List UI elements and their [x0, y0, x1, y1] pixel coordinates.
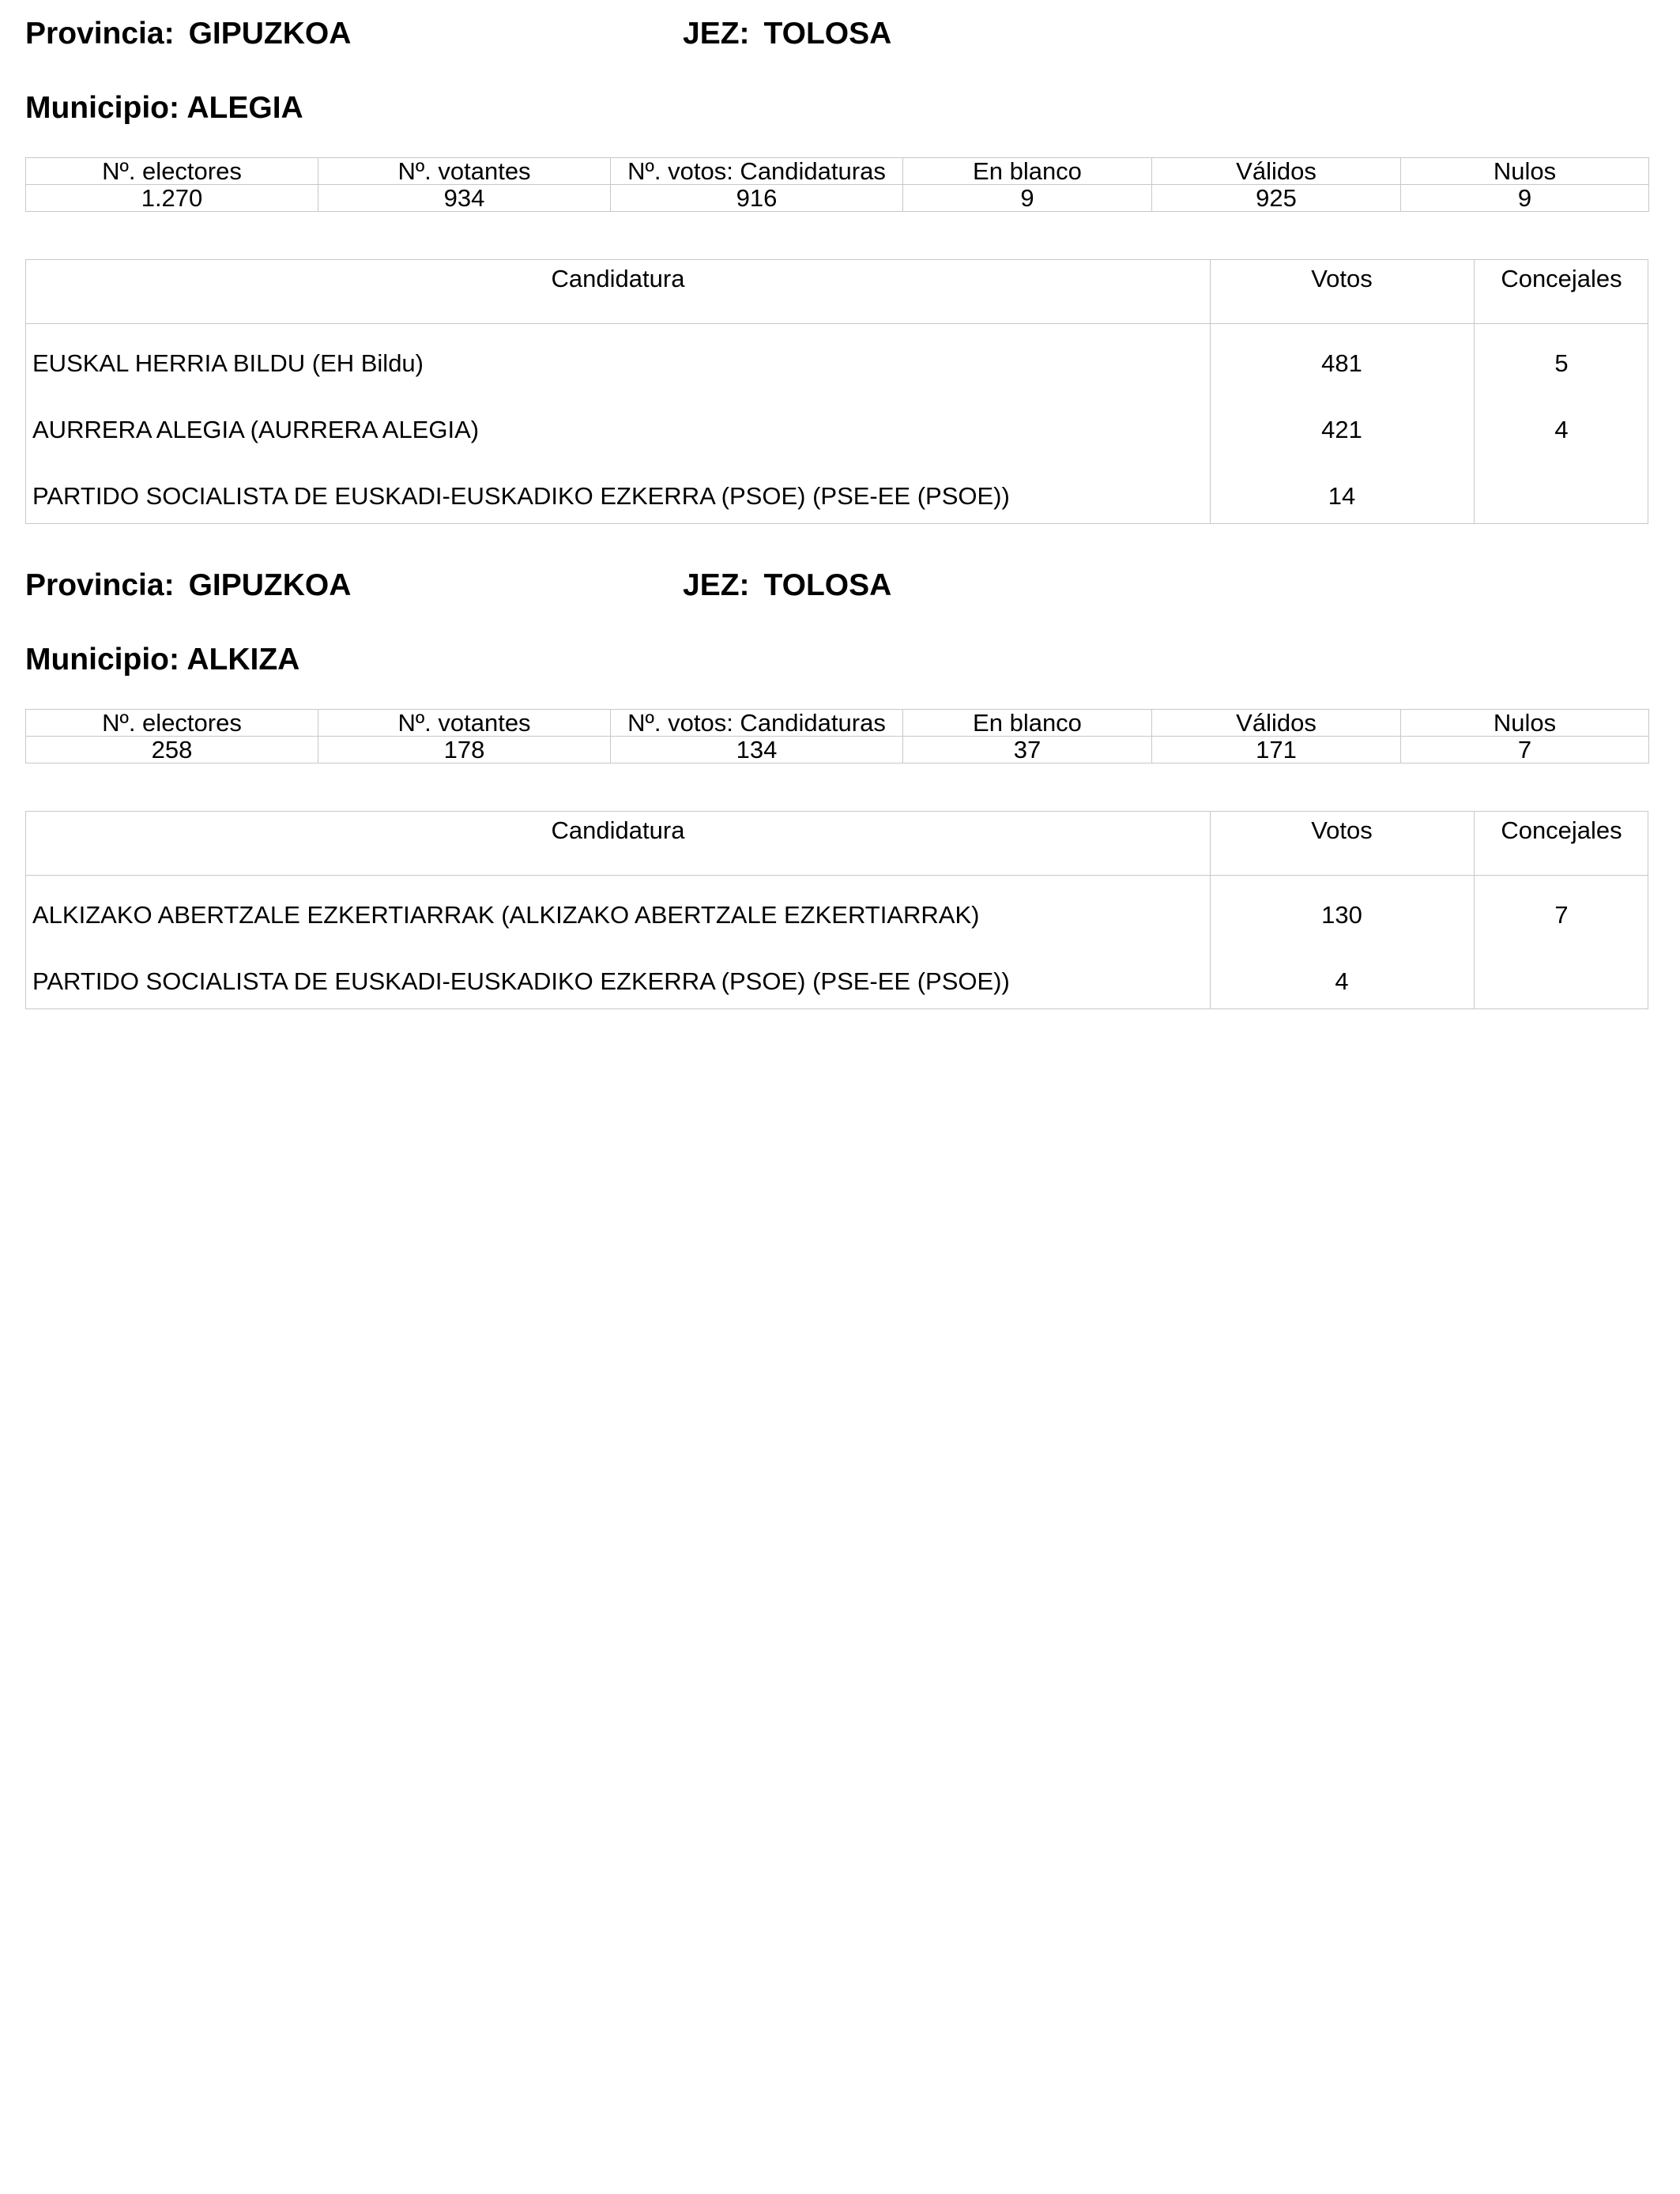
candidaturas-header-row [26, 260, 1648, 324]
summary-header-cell: En blanco [903, 710, 1152, 737]
candidatura-name: EUSKAL HERRIA BILDU (EH Bildu) [32, 349, 424, 377]
summary-value-cell: 934 [318, 185, 611, 212]
votos-value: 14 [1328, 482, 1356, 510]
summary-header-cell: Nº. votantes [318, 710, 611, 737]
summary-value-cell: 7 [1401, 737, 1649, 763]
municipio-header [25, 642, 299, 678]
table-row [26, 876, 1648, 942]
summary-value-row [26, 737, 1649, 763]
summary-header-cell: Nº. votos: Candidaturas [611, 158, 903, 185]
provincia-label: Provincia: [25, 17, 175, 51]
candidatura-name: ALKIZAKO ABERTZALE EZKERTIARRAK (ALKIZAKO ABERTZALE EZKERTIARRAK) [32, 901, 980, 929]
summary-header-cell: Nº. electores [26, 158, 318, 185]
votos-value: 4 [1335, 967, 1349, 995]
jez-header [683, 16, 891, 52]
provincia-value: GIPUZKOA [188, 17, 352, 51]
summary-value-cell: 178 [318, 737, 611, 763]
summary-value-cell: 925 [1152, 185, 1401, 212]
summary-header-row [26, 710, 1649, 737]
concejales-value: 4 [1554, 416, 1569, 443]
summary-value-cell: 9 [903, 185, 1152, 212]
summary-header-cell: Nº. electores [26, 710, 318, 737]
summary-value-row [26, 185, 1649, 212]
summary-header-cell: En blanco [903, 158, 1152, 185]
summary-header-row [26, 158, 1649, 185]
municipio-label: Municipio: [25, 91, 179, 125]
summary-table [25, 157, 1649, 212]
header-votos: Votos [1311, 816, 1373, 844]
summary-header-cell: Válidos [1152, 710, 1401, 737]
jez-label: JEZ: [683, 568, 750, 602]
jez-value: TOLOSA [763, 568, 892, 602]
candidaturas-rows [26, 876, 1648, 1008]
votos-value: 481 [1321, 349, 1362, 377]
table-row [26, 390, 1648, 457]
jez-value: TOLOSA [763, 17, 892, 51]
summary-value-cell: 1.270 [26, 185, 318, 212]
municipio-label: Municipio: [25, 643, 179, 677]
summary-header-cell: Nulos [1401, 158, 1649, 185]
municipio-value: ALEGIA [186, 91, 303, 125]
table-row [26, 457, 1648, 523]
summary-value-cell: 258 [26, 737, 318, 763]
table-row [26, 942, 1648, 1008]
summary-value-cell: 37 [903, 737, 1152, 763]
provincia-header [25, 16, 351, 52]
summary-header-cell: Nulos [1401, 710, 1649, 737]
header-candidatura: Candidatura [551, 265, 685, 292]
votos-value: 421 [1321, 416, 1362, 443]
summary-value-cell: 171 [1152, 737, 1401, 763]
summary-value-cell: 134 [611, 737, 903, 763]
votos-value: 130 [1321, 901, 1362, 929]
summary-header-cell: Nº. votantes [318, 158, 611, 185]
header-concejales: Concejales [1501, 816, 1622, 844]
candidatura-name: AURRERA ALEGIA (AURRERA ALEGIA) [32, 416, 480, 443]
concejales-value: 7 [1554, 901, 1569, 929]
provincia-header [25, 567, 351, 604]
candidaturas-rows [26, 324, 1648, 523]
provincia-label: Provincia: [25, 568, 175, 602]
candidaturas-header-row [26, 812, 1648, 876]
municipio-header [25, 90, 303, 126]
summary-value-cell: 9 [1401, 185, 1649, 212]
summary-value-cell: 916 [611, 185, 903, 212]
jez-label: JEZ: [683, 17, 750, 51]
summary-table [25, 709, 1649, 763]
concejales-value: 5 [1554, 349, 1569, 377]
table-row [26, 324, 1648, 390]
candidatura-name: PARTIDO SOCIALISTA DE EUSKADI-EUSKADIKO EZKERRA (PSOE) (PSE-EE (PSOE)) [32, 482, 1010, 510]
header-votos: Votos [1311, 265, 1373, 292]
municipio-value: ALKIZA [186, 643, 300, 677]
header-candidatura: Candidatura [551, 816, 685, 844]
candidaturas-table [25, 259, 1648, 524]
candidaturas-table [25, 811, 1648, 1009]
candidatura-name: PARTIDO SOCIALISTA DE EUSKADI-EUSKADIKO EZKERRA (PSOE) (PSE-EE (PSOE)) [32, 967, 1010, 995]
provincia-value: GIPUZKOA [188, 568, 352, 602]
jez-header [683, 567, 891, 604]
header-concejales: Concejales [1501, 265, 1622, 292]
summary-header-cell: Nº. votos: Candidaturas [611, 710, 903, 737]
summary-header-cell: Válidos [1152, 158, 1401, 185]
